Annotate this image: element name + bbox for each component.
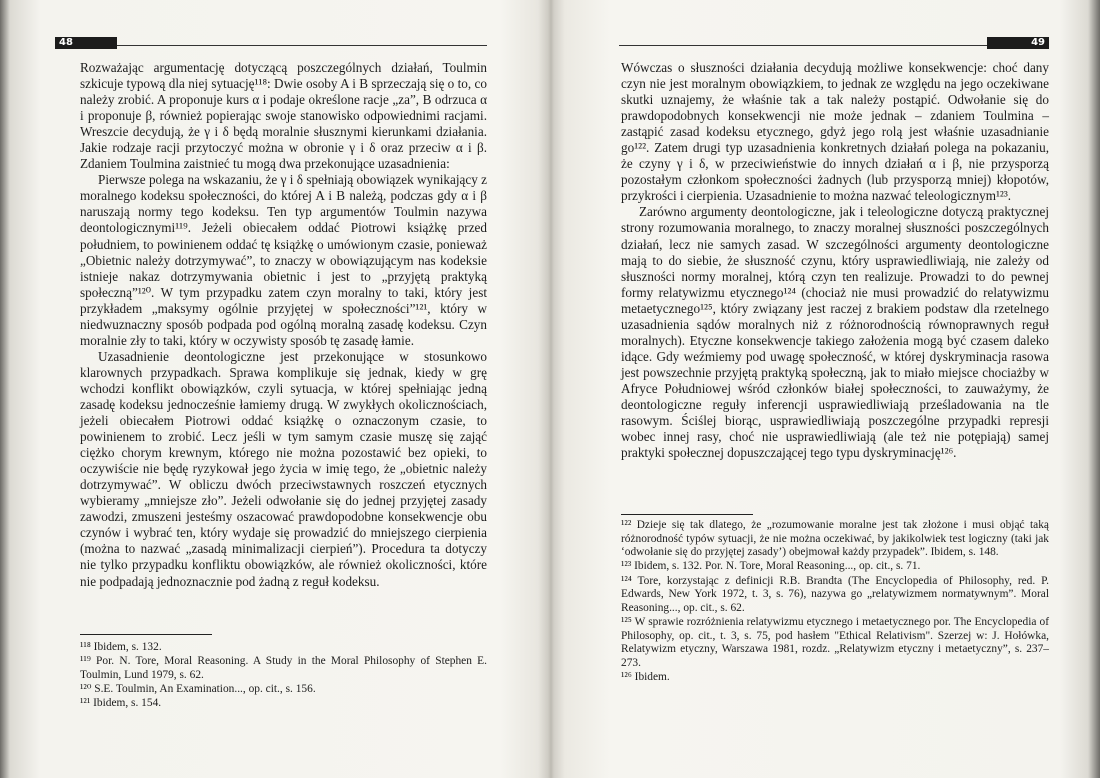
paragraph: Rozważając argumentację dotyczącą poszczególnych działań, Toulmin szkicuje typową dla niej sytuację¹¹⁸: Dwie osoby A i B sprzeczają się o to, co należy zrobić. A proponuje kurs α i podaje określone racje „za”, B odrzuca α i proponuje β, również popierając swoje stanowisko odpowiednimi racjami. Wreszcie decydują, że γ i δ będą moralnie słusznymi kierunkami działania. Jakie rodzaje racji przytoczyć można w obronie γ i δ oraz przeciw α i β. Zdaniem Toulmina zaistnieć tu mogą dwa przekonujące uzasadnienia: <box>80 60 487 172</box>
body-text <box>621 60 1049 461</box>
header-rule <box>619 45 1049 46</box>
footnote: ¹²⁵ W sprawie rozróżnienia relatywizmu etycznego i metaetycznego por. The Encyclopedia of Philosophy, op. cit., t. 3, s. 75, pod hasłem "Ethical Relativism". Szerzej w: J. Hołówka, Relatywizm etyczny, Warszawa 1981, rozdz. „Relatywizm etyczny i metaetyczny”, s. 237–273. <box>621 615 1049 669</box>
footnotes <box>80 641 487 711</box>
page-header <box>619 34 1049 50</box>
footnote: ¹²³ Ibidem, s. 132. Por. N. Tore, Moral Reasoning..., op. cit., s. 71. <box>621 560 921 573</box>
footnote: ¹¹⁸ Ibidem, s. 132. <box>80 641 162 653</box>
page-header <box>55 34 487 50</box>
footnote: ¹²⁰ S.E. Toulmin, An Examination..., op. cit., s. 156. <box>80 682 316 695</box>
paragraph: Wówczas o słuszności działania decydują możliwe konsekwencje: choć dany czyn nie jest moralnym obowiązkiem, to jednak ze względu na jego oczekiwane skutki uznajemy, że właśnie tak a tak należy postąpić. Odwołanie się do prawdopodobnych konsekwencji nie może jednak – zdaniem Toulmina – zastąpić zasad kodeksu etycznego, gdyż jego rolą jest właśnie uzasadnianie go¹²². Zatem drugi typ uzasadnienia konkretnych działań polega na pokazaniu, że czyny γ i δ, w przeciwieństwie do innych działań α i β, nie przysporzą pozostałym członkom społeczności żadnych (lub przysporzą mniej) kłopotów, przykrości i cierpienia. Uzasadnienie to można nazwać teleologicznym¹²³. <box>621 60 1049 204</box>
footnote: ¹²⁶ Ibidem. <box>621 670 670 683</box>
footnote: ¹²² Dzieje się tak dlatego, że „rozumowanie moralne jest tak złożone i musi objąć taką różnorodność typów sytuacji, że nie można oczekiwać, by jakikolwiek test logiczny (taki jak ‘odwołanie się do przyjętej zasady’) obejmował każdy przypadek”. Ibidem, s. 148. <box>621 519 1049 559</box>
paragraph: Uzasadnienie deontologiczne jest przekonujące w stosunkowo klarownych przypadkach. Sprawa komplikuje się jednak, kiedy w grę wchodzi konflikt obowiązków, czyli sytuacja, w której spełniając jedną zasadę kodeksu jednocześnie łamiemy drugą. W zwykłych okolicznościach, jeżeli obiecałem Piotrowi oddać książkę o oznaczonym czasie, to powinienem to zrobić. Lecz jeśli w tym samym czasie muszę się zająć ciężko chorym krewnym, którego nie można pozostawić bez opieki, to oczywiście nie będę ryzykował jego życia w imię tego, że „obietnic należy dotrzymywać”. W obliczu dwóch przeciwstawnych roszczeń etycznych wybieramy „mniejsze zło”. Jeżeli odwołanie się do jednej przyjętej zasady zawodzi, zmuszeni jesteśmy oszacować prawdopodobne konsekwencje obu czynów i wybrać ten, który wydaje się prowadzić do mniejszego cierpienia (można to nazwać „zasadą minimalizacji cierpień”). Procedura ta dotyczy nie tylko przypadku konfliktu obowiązków, ale również okoliczności, które nie podpadają jednoznacznie pod żadną z reguł kodeksu. <box>80 348 487 589</box>
footnote-divider <box>621 514 753 515</box>
footnote-divider <box>80 634 212 635</box>
footnote: ¹²⁴ Tore, korzystając z definicji R.B. Brandta (The Encyclopedia of Philosophy, red. P. Edwards, New York 1972, t. 3, s. 76), nazywa go „relatywizmem normatywnym”. Moral Reasoning..., op. cit., s. 62. <box>621 574 1049 614</box>
header-rule <box>55 45 487 46</box>
page-number: 49 <box>987 37 1049 49</box>
body-text <box>80 60 487 590</box>
page-number: 48 <box>55 37 117 49</box>
footnotes <box>621 519 1049 685</box>
paragraph: Zarówno argumenty deontologiczne, jak i teleologiczne dotyczą praktycznej strony rozumowania moralnego, to znaczy moralnej słuszności poszczególnych działań, lecz nie samych zasad. W szczególności argumenty deontologiczne mają to do siebie, że słuszność czynu, który usprawiedliwiają, nie zależy od słuszności normy moralnej, którą czyn ten realizuje. Prowadzi to do pewnej formy relatywizmu etycznego¹²⁴ (chociaż nie musi prowadzić do relatywizmu metaetycznego¹²⁵, który związany jest raczej z brakiem podstaw dla rzetelnego uzasadnienia sądów moralnych niż z różnorodnością równoprawnych reguł moralnych). Etyczne konsekwencje takiego założenia mogą być czasem daleko idące. Gdy weźmiemy pod uwagę społeczność, w której dyskryminacja rasowa jest powszechnie przyjętą praktyką społeczną, jak to miało miejsce chociażby w Afryce Południowej wśród członków białej społeczności, to zauważymy, że deontologiczne reguły inferencji usprawiedliwiają prześladowania na tle rasowym. Ściślej biorąc, usprawiedliwiają poszczególne przypadki represji wobec innej rasy, choć nie usprawiedliwiają (ale też nie potępiają) samej praktyki społecznej dopuszczającej tego typu dyskryminację¹²⁶. <box>621 204 1049 461</box>
footnote: ¹²¹ Ibidem, s. 154. <box>80 697 162 710</box>
paragraph: Pierwsze polega na wskazaniu, że γ i δ spełniają obowiązek wynikający z moralnego kodeksu społeczności, do której A i B należą, podczas gdy α i β naruszają normy tego kodeksu. Ten typ argumentów Toulmin nazywa deontologicznymi¹¹⁹. Jeżeli obiecałem oddać Piotrowi książkę przed południem, to powinienem oddać tę książkę o umówionym czasie, ponieważ „Obietnic należy dotrzymywać”, to znaczy w obowiązującym nas kodeksie istnieje nakaz dotrzymywania obietnic i jest to „przyjętą praktyką społeczną”¹²⁰. W tym przypadku zatem czyn moralny to taki, który jest przykładem „maksymy ogólnie przyjętej w społeczności”¹²¹, który w niedwuznaczny sposób podpada pod ogólną moralną zasadę kodeksu. Czyn moralnie zły to taki, który w oczywisty sposób tę zasadę łamie. <box>80 172 487 348</box>
footnote: ¹¹⁹ Por. N. Tore, Moral Reasoning. A Study in the Moral Philosophy of Stephen E. Toulmin, Lund 1979, s. 62. <box>80 655 487 681</box>
right-page <box>551 0 1100 778</box>
